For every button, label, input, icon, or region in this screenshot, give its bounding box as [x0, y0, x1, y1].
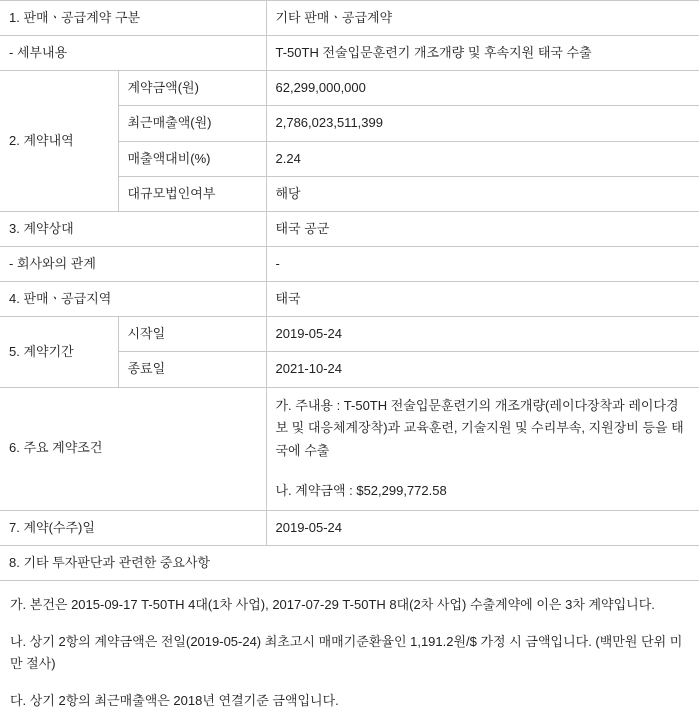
row-value-contract-date: 2019-05-24 — [266, 510, 699, 545]
row-label-details: - 세부내용 — [0, 36, 266, 71]
sub-label-revenue-ratio: 매출액대비(%) — [118, 141, 266, 176]
note-item: 나. 상기 2항의 계약금액은 전일(2019-05-24) 최초고시 매매기준환율인 1,191.2원/$ 가정 시 금액입니다. (백만원 단위 미만 절사) — [10, 633, 683, 672]
condition-main-content: 가. 주내용 : T-50TH 전술입문훈련기의 개조개량(레이다장착과 레이다경보 및 대응체계장착)과 교육훈련, 기술지원 및 수리부속, 지원장비 등을 태국에 수출 — [275, 397, 684, 459]
table-row — [0, 211, 699, 246]
note-item: 가. 본건은 2015-09-17 T-50TH 4대(1차 사업), 2017-07-29 T-50TH 8대(2차 사업) 수출계약에 이은 3차 계약입니다. — [10, 596, 655, 612]
sub-label-end-date: 종료일 — [118, 352, 266, 387]
sub-label-contract-amount: 계약금액(원) — [118, 71, 266, 106]
row-label-region: 4. 판매ㆍ공급지역 — [0, 282, 266, 317]
row-value-counterparty: 태국 공군 — [266, 211, 699, 246]
row-label-period: 5. 계약기간 — [0, 317, 118, 387]
condition-spacer — [276, 463, 691, 480]
row-label-contract-details: 2. 계약내역 — [0, 71, 118, 212]
note-item: 다. 상기 2항의 최근매출액은 2018년 연결기준 금액입니다. — [10, 693, 339, 709]
table-row — [0, 1, 699, 36]
sub-label-recent-revenue: 최근매출액(원) — [118, 106, 266, 141]
table-row — [0, 282, 699, 317]
sub-value-recent-revenue: 2,786,023,511,399 — [266, 106, 699, 141]
table-row — [0, 545, 699, 580]
table-row — [0, 317, 699, 352]
table-row — [0, 71, 699, 106]
sub-value-revenue-ratio: 2.24 — [266, 141, 699, 176]
row-value-details: T-50TH 전술입문훈련기 개조개량 및 후속지원 태국 수출 — [266, 36, 699, 71]
table-row — [0, 387, 699, 510]
row-value-relationship: - — [266, 246, 699, 281]
row-value-conditions — [266, 387, 699, 510]
row-label-conditions: 6. 주요 계약조건 — [0, 387, 266, 510]
sub-value-start-date: 2019-05-24 — [266, 317, 699, 352]
row-label-contract-date: 7. 계약(수주)일 — [0, 510, 266, 545]
sub-label-large-corp: 대규모법인여부 — [118, 176, 266, 211]
row-value-contract-type: 기타 판매ㆍ공급계약 — [266, 1, 699, 36]
row-label-contract-type: 1. 판매ㆍ공급계약 구분 — [0, 1, 266, 36]
sub-value-contract-amount: 62,299,000,000 — [266, 71, 699, 106]
table-row — [0, 246, 699, 281]
row-value-region: 태국 — [266, 282, 699, 317]
row-label-counterparty: 3. 계약상대 — [0, 211, 266, 246]
row-label-relationship: - 회사와의 관계 — [0, 246, 266, 281]
sub-value-end-date: 2021-10-24 — [266, 352, 699, 387]
row-label-other-matters: 8. 기타 투자판단과 관련한 중요사항 — [0, 545, 699, 580]
sub-value-large-corp: 해당 — [266, 176, 699, 211]
condition-contract-amount: 나. 계약금액 : $52,299,772.58 — [275, 482, 447, 498]
notes-section — [0, 594, 699, 713]
sub-label-start-date: 시작일 — [118, 317, 266, 352]
table-row — [0, 510, 699, 545]
table-row — [0, 36, 699, 71]
